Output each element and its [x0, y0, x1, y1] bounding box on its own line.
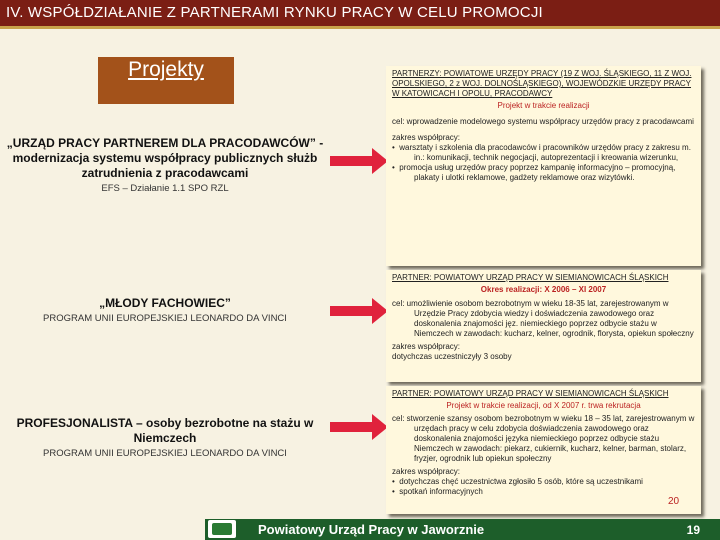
project-details-box-3 — [386, 386, 701, 514]
status-text: Projekt w trakcie realizacji — [497, 101, 590, 110]
section-title: Projekty — [98, 57, 234, 82]
page-number: 19 — [686, 523, 700, 537]
arrow-right-icon — [330, 412, 390, 442]
scope-item: • warsztaty i szkolenia dla pracodawców i pracowników urzędów pracy z zakresu m. in.: komunikacji, technik negocjacji, autoprezentacji i kreowania wizerunku, — [392, 143, 691, 162]
arrow-right-icon — [330, 296, 390, 326]
project-subtitle: PROGRAM UNII EUROPEJSKIEJ LEONARDO DA VINCI — [43, 448, 287, 459]
partner-text: PARTNER: POWIATOWY URZĄD PRACY W SIEMIANOWICACH ŚLĄSKICH — [392, 273, 669, 282]
scope-label: zakres współpracy: — [392, 133, 461, 142]
project-subtitle: PROGRAM UNII EUROPEJSKIEJ LEONARDO DA VINCI — [43, 313, 287, 324]
status-text: Projekt w trakcie realizacji, od X 2007 r. trwa rekrutacja — [446, 401, 641, 410]
project-details-box-2 — [386, 270, 701, 382]
scope-note: dotychczas uczestniczyły 3 osoby — [392, 352, 512, 361]
period-text: Okres realizacji: X 2006 – XI 2007 — [480, 285, 607, 294]
partners-text: PARTNERZY: POWIATOWE URZĘDY PRACY (19 Z WOJ. ŚLĄSKIEGO, 11 Z WOJ. OPOLSKIEGO, 2 z WOJ. DOLNOŚLĄSKIEGO), WOJEWÓDZKIE URZĘDY PRACY W KATOWICACH I OPOLU, PRACODAWCY — [392, 69, 692, 98]
scope-label: zakres współpracy: — [392, 467, 461, 476]
partner-text: PARTNER: POWIATOWY URZĄD PRACY W SIEMIANOWICACH ŚLĄSKICH — [392, 389, 669, 398]
section-title-band — [98, 82, 234, 104]
project-subtitle: EFS – Działanie 1.1 SPO RZL — [101, 183, 229, 194]
project-title: PROFESJONALISTA – osoby bezrobotne na stażu w Niemczech — [16, 416, 314, 445]
goal-text: cel: wprowadzenie modelowego systemu współpracy urzędów pracy z pracodawcami — [392, 117, 694, 126]
scope-label: zakres współpracy: — [392, 342, 461, 351]
project-mlody-fachowiec — [0, 296, 330, 325]
goal-text: cel: umożliwienie osobom bezrobotnym w wieku 18-35 lat, zarejestrowanym w Urzędzie Pracy zdobycia wiedzy i doświadczenia zawodowego oraz doskonalenia znajomości jęz. niemieckiego poprzez odbycie stażu w Niemczech w zawodach: kucharz, kelner, ogrodnik, florysta, opiekun społeczny — [392, 299, 694, 338]
office-logo-icon — [208, 520, 236, 538]
scope-item: • promocja usług urzędów pracy poprzez kampanię informacyjno – promocyjną, plakaty i ulotki reklamowe, gadżety reklamowe oraz wizytówki. — [392, 163, 676, 182]
slide-header: IV. WSPÓŁDZIAŁANIE Z PARTNERAMI RYNKU PRACY W CELU PROMOCJI — [0, 0, 720, 26]
project-urzad-pracy — [0, 136, 330, 195]
header-divider — [0, 26, 720, 29]
goal-text: cel: stworzenie szansy osobom bezrobotnym w wieku 18 – 35 lat, zarejestrowanym w urzędach pracy w celu zdobycia doświadczenia zawodowego oraz doskonalenia znajomości języka niemieckiego poprzez odbycie stażu Niemczech w zawodach: piekarz, cukiernik, kucharz, kelner, barman, stolarz, fryzjer, ogrodnik lub opiekun społeczny — [392, 414, 695, 463]
project-title: „URZĄD PRACY PARTNEREM DLA PRACODAWCÓW” -modernizacja systemu współpracy publicznych służb zatrudnienia z pracodawcami — [6, 136, 324, 180]
project-profesjonalista — [0, 416, 330, 460]
scope-item: • spotkań informacyjnych — [392, 487, 483, 496]
footer-office-name: Powiatowy Urząd Pracy w Jaworznie — [258, 522, 485, 537]
arrow-right-icon — [330, 146, 390, 176]
scope-item: • dotychczas chęć uczestnictwa zgłosiło 5 osób, które są uczestnikami — [392, 477, 643, 486]
project-details-box-1 — [386, 66, 701, 266]
project-title: „MŁODY FACHOWIEC” — [99, 296, 231, 310]
page-number-small: 20 — [668, 496, 680, 507]
